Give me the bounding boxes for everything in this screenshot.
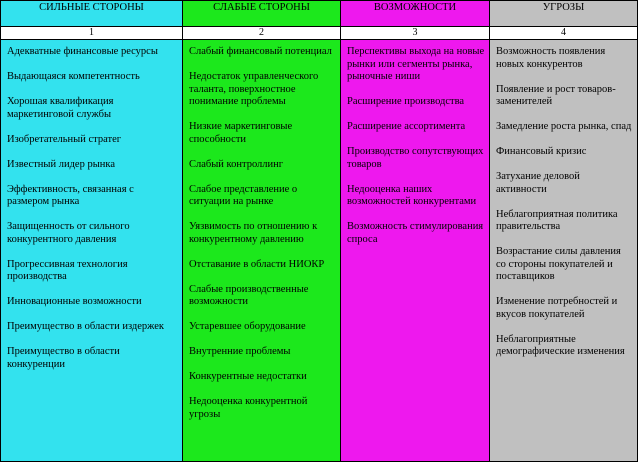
list-item: Хорошая квалификация маркетинговой службы <box>7 96 114 120</box>
list-item: Внутренние проблемы <box>189 346 291 357</box>
list-item: Слабые производственные возможности <box>189 283 309 307</box>
list-item: Прогрессивная технология производства <box>7 258 128 282</box>
header-weaknesses: СЛАБЫЕ СТОРОНЫ <box>183 0 341 27</box>
list-item: Слабое представление о ситуации на рынке <box>189 183 298 207</box>
column-number: 3 <box>341 27 490 40</box>
strengths-column <box>0 40 183 462</box>
list-item: Замедление роста рынка, спад <box>496 121 632 132</box>
list-item: Выдающаяся компетентность <box>7 71 140 82</box>
column-number: 2 <box>183 27 341 40</box>
list-item: Производство сопутствующих товаров <box>347 146 484 170</box>
list-item: Слабый контроллинг <box>189 158 284 170</box>
threats-column <box>490 40 638 462</box>
list-item: Известный лидер рынка <box>7 158 115 170</box>
list-item: Возможность стимулирования спроса <box>347 221 484 245</box>
list-item: Изобретательный стратег <box>7 133 122 145</box>
list-item: Возрастание силы давления со стороны покупателей и поставщиков <box>496 246 621 282</box>
list-item: Недостаток управленческого таланта, поверхностное понимание проблемы <box>189 71 319 107</box>
list-item: Появление и рост товаров-заменителей <box>496 83 616 107</box>
list-item: Неблагоприятные демографические изменения <box>496 333 625 357</box>
header-opportunities: ВОЗМОЖНОСТИ <box>341 0 490 27</box>
list-item: Конкурентные недостатки <box>189 371 307 382</box>
list-item: Расширение ассортимента <box>347 121 466 132</box>
list-item: Отставание в области НИОКР <box>189 258 325 270</box>
list-item: Затухание деловой активности <box>496 171 580 195</box>
list-item: Изменение потребностей и вкусов покупателей <box>496 296 618 320</box>
list-item: Преимущество в области конкуренции <box>7 346 120 370</box>
column-number: 1 <box>0 27 183 40</box>
list-item: Возможность появления новых конкурентов <box>496 46 606 70</box>
list-item: Расширение производства <box>347 96 465 107</box>
list-item: Финансовый кризис <box>496 146 587 157</box>
list-item: Неблагоприятная политика правительства <box>496 208 618 232</box>
column-number: 4 <box>490 27 638 40</box>
list-item: Слабый финансовый потенциал <box>189 46 332 57</box>
list-item: Эффективность, связанная с размером рынка <box>7 183 134 207</box>
list-item: Инновационные возможности <box>7 296 142 307</box>
weaknesses-column <box>183 40 341 462</box>
list-item: Перспективы выхода на новые рынки или сегменты рынка, рыночные ниши <box>347 46 485 82</box>
list-item: Защищенность от сильного конкурентного давления <box>7 221 130 245</box>
header-strengths: СИЛЬНЫЕ СТОРОНЫ <box>0 0 183 27</box>
list-item: Низкие маркетинговые способности <box>189 121 293 145</box>
list-item: Уязвимость по отношению к конкурентному давлению <box>189 221 318 245</box>
list-item: Устаревшее оборудование <box>189 321 306 332</box>
list-item: Недооценка наших возможностей конкурентами <box>347 183 477 207</box>
list-item: Адекватные финансовые ресурсы <box>7 46 158 57</box>
list-item: Недооценка конкурентной угрозы <box>189 396 308 420</box>
header-threats: УГРОЗЫ <box>490 0 638 27</box>
opportunities-column <box>341 40 490 462</box>
list-item: Преимущество в области издержек <box>7 321 165 332</box>
